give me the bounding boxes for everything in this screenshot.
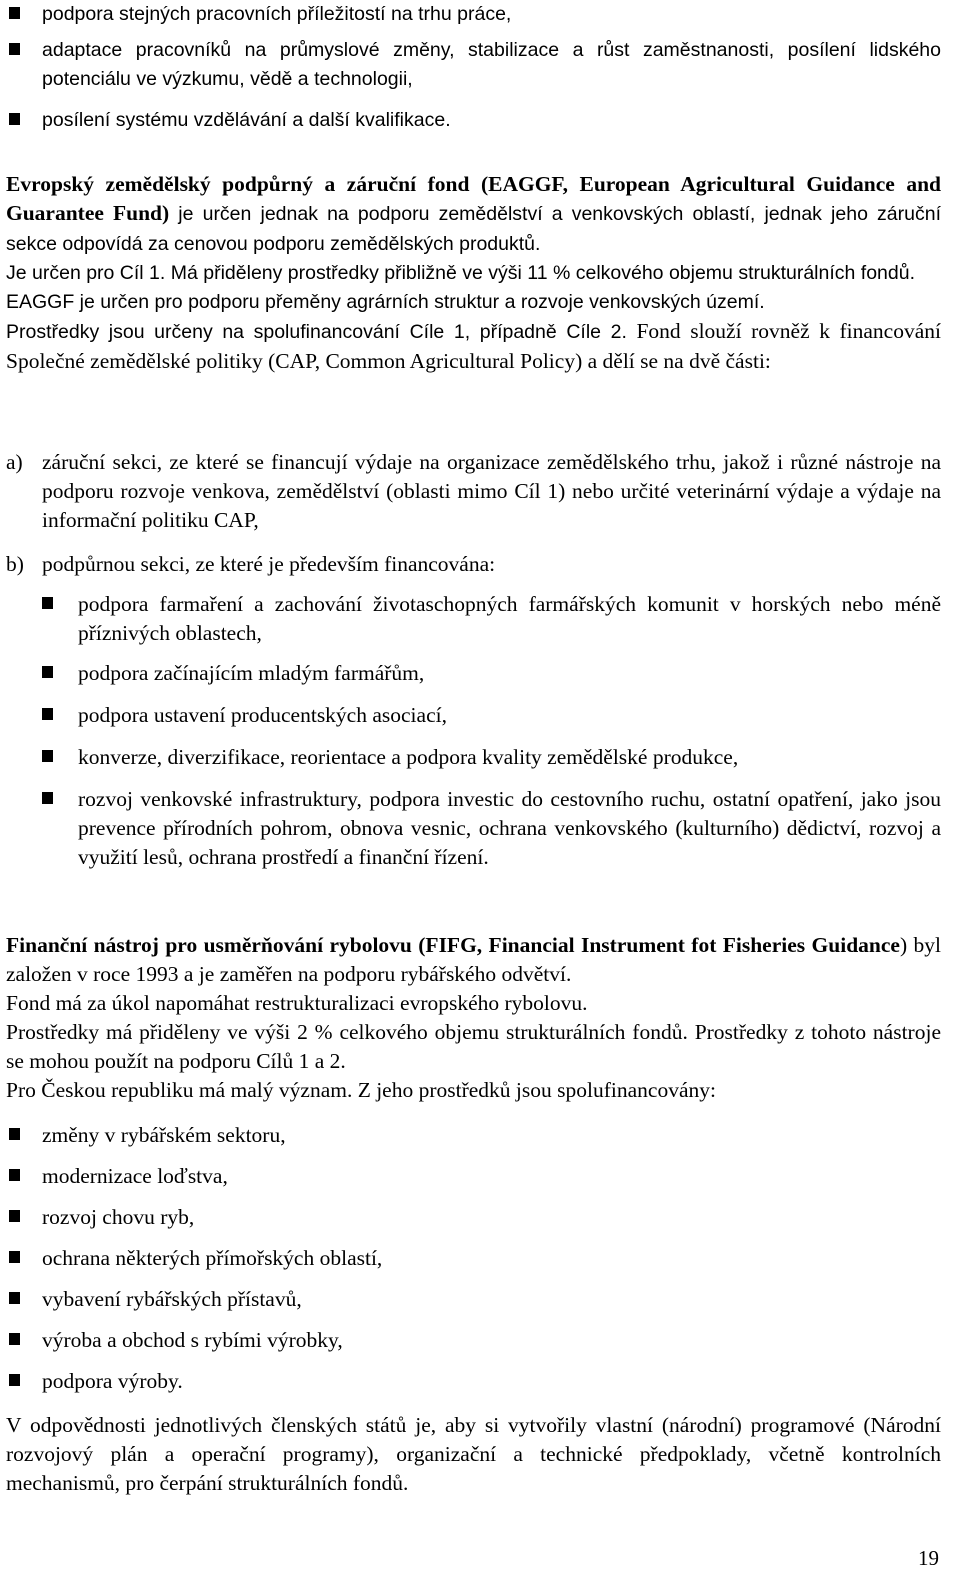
eaggf-line3: EAGGF je určen pro podporu přeměny agrárních struktur a rozvoje venkovských území.	[6, 291, 765, 313]
fifg-section	[6, 931, 941, 1105]
fifg-line3: Prostředky má přiděleny ve výši 2 % celkového objemu strukturálních fondů. Prostředky z tohoto nástroje se mohou použít na podporu Cílů 1 a 2.	[6, 1020, 941, 1073]
list-item: adaptace pracovníků na průmyslové změny, stabilizace a růst zaměstnanosti, posílení lidského potenciálu ve výzkumu, vědě a technologii,	[6, 36, 941, 106]
square-bullet-icon	[42, 666, 53, 678]
list-item: rozvoj venkovské infrastruktury, podpora investic do cestovního ruchu, ostatní opatření, jako jsou prevence přírodních pohrom, obnova vesnic, ochrana venkovského (kulturního) dědictví, rozvoj a využití lesů, ochrana prostředí a finanční řízení.	[42, 785, 941, 872]
eaggf-title: Evropský zemědělský podpůrný a záruční fond (EAGGF, European Agricultural Guidance and Guarantee Fund)	[6, 172, 941, 225]
fifg-title: Finanční nástroj pro usměrňování rybolovu (FIFG, Financial Instrument fot Fisheries Guidance	[6, 933, 900, 957]
part-a-text: záruční sekci, ze které se financují výdaje na organizace zemědělského trhu, jakož i různé nástroje na podporu rozvoje venkova, zemědělství (oblasti mimo Cíl 1) nebo určité veterinární výdaje a výdaje na informační politiku CAP,	[42, 450, 941, 532]
square-bullet-icon	[9, 1374, 20, 1386]
list-item: posílení systému vzdělávání a další kvalifikace.	[6, 106, 941, 135]
eaggf-part-a	[6, 448, 941, 535]
list-item: podpora stejných pracovních příležitostí na trhu práce,	[6, 0, 941, 36]
part-b-marker: b)	[6, 552, 24, 576]
square-bullet-icon	[9, 1169, 20, 1181]
eaggf-sub-bullet-list	[42, 590, 941, 872]
fifg-bullet-list	[6, 1121, 941, 1396]
eaggf-intro: Evropský zemědělský podpůrný a záruční fond (EAGGF, European Agricultural Guidance and Guarantee Fund) je určen jednak na podporu zemědělství a venkovských oblastí, jednak jeho záruční sekce odpovídá za cenovou podporu zemědělských produktů.	[6, 172, 941, 255]
fifg-line2: Fond má za úkol napomáhat restrukturalizaci evropského rybolovu.	[6, 991, 588, 1015]
square-bullet-icon	[9, 43, 20, 55]
part-a-marker: a)	[6, 450, 23, 474]
square-bullet-icon	[9, 1251, 20, 1263]
page-number: 19	[918, 1546, 939, 1570]
list-item: podpora ustavení producentských asociací,	[42, 701, 941, 743]
square-bullet-icon	[42, 792, 53, 804]
square-bullet-icon	[9, 1210, 20, 1222]
list-item: ochrana některých přímořských oblastí,	[6, 1244, 941, 1285]
square-bullet-icon	[9, 1333, 20, 1345]
eaggf-part-b	[6, 550, 941, 579]
list-item: změny v rybářském sektoru,	[6, 1121, 941, 1162]
list-item: vybavení rybářských přístavů,	[6, 1285, 941, 1326]
closing-paragraph: V odpovědnosti jednotlivých členských států je, aby si vytvořily vlastní (národní) programové (Národní rozvojový plán a operační programy), organizační a technické předpoklady, včetně kontrolních mechanismů, pro čerpání strukturálních fondů.	[6, 1413, 941, 1495]
fifg-line4: Pro Českou republiku má malý význam. Z jeho prostředků jsou spolufinancovány:	[6, 1078, 716, 1102]
list-item: modernizace loďstva,	[6, 1162, 941, 1203]
fifg-intro: Finanční nástroj pro usměrňování rybolovu (FIFG, Financial Instrument fot Fisheries Guidance) byl založen v roce 1993 a je zaměřen na podporu rybářského odvětví.	[6, 933, 941, 986]
square-bullet-icon	[9, 1128, 20, 1140]
square-bullet-icon	[42, 597, 53, 609]
list-item: konverze, diverzifikace, reorientace a podpora kvality zemědělské produkce,	[42, 743, 941, 785]
eaggf-section	[6, 170, 941, 377]
square-bullet-icon	[9, 7, 20, 19]
square-bullet-icon	[9, 113, 20, 125]
square-bullet-icon	[9, 1292, 20, 1304]
list-item: podpora výroby.	[6, 1367, 941, 1396]
list-item: podpora farmaření a zachování životaschopných farmářských komunit v horských nebo méně příznivých oblastech,	[42, 590, 941, 659]
eaggf-cil: Je určen pro Cíl 1. Má přiděleny prostředky přibližně ve výši 11 % celkového objemu strukturálních fondů.	[6, 262, 915, 284]
list-item: podpora začínajícím mladým farmářům,	[42, 659, 941, 701]
list-item: výroba a obchod s rybími výrobky,	[6, 1326, 941, 1367]
top-bullet-list	[6, 0, 941, 135]
list-item: rozvoj chovu ryb,	[6, 1203, 941, 1244]
part-b-text: podpůrnou sekci, ze které je především financována:	[42, 552, 496, 576]
square-bullet-icon	[42, 750, 53, 762]
eaggf-line4: Prostředky jsou určeny na spolufinancování Cíle 1, případně Cíle 2. Fond slouží rovněž k financování Společné zemědělské politiky (CAP, Common Agricultural Policy) a dělí se na dvě části:	[6, 319, 941, 373]
square-bullet-icon	[42, 708, 53, 720]
